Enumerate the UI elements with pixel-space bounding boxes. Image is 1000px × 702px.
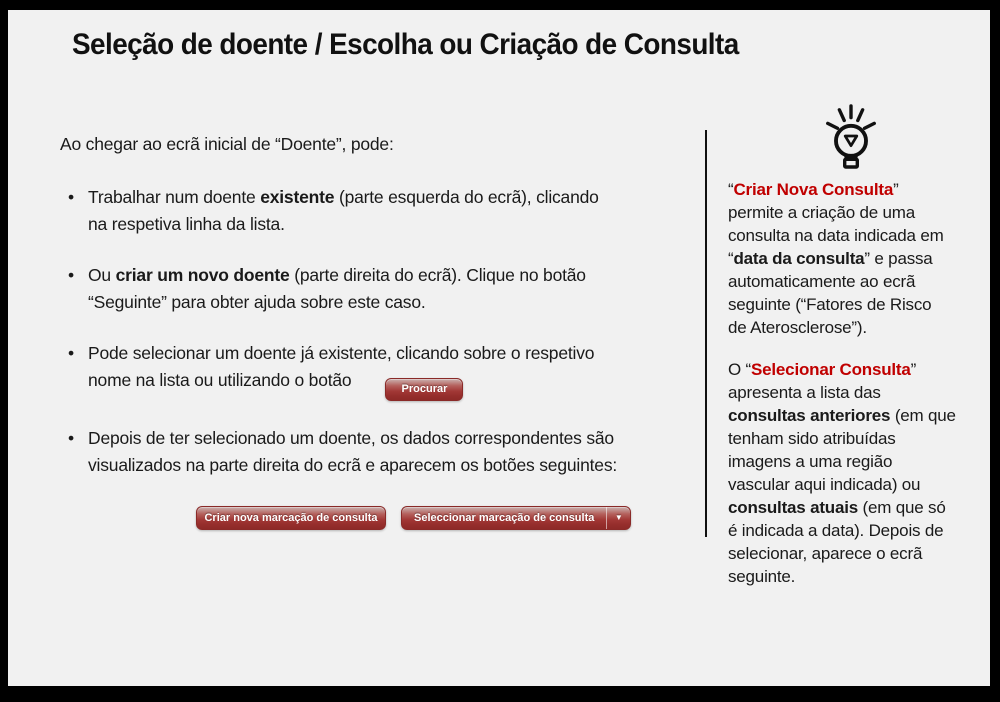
bullet-item-after-selection [60, 425, 680, 479]
bullet-line [88, 211, 680, 238]
text-segment: na respetiva linha da lista. [88, 214, 285, 234]
seleccionar-marcacao-button[interactable] [401, 506, 631, 530]
text-segment: vascular aqui indicada) ou [728, 475, 921, 494]
bullet-marker: • [68, 343, 74, 363]
sidebar-notes [728, 178, 996, 588]
dropdown-arrow-icon[interactable]: ▼ [606, 507, 630, 529]
intro-text: Ao chegar ao ecrã inicial de “Doente”, pode: [60, 134, 394, 154]
text-segment: é indicada a data). Depois de [728, 521, 944, 540]
text-segment: automaticamente ao ecrã [728, 272, 916, 291]
bullet-item-new-patient [60, 262, 680, 316]
text-segment-red: Selecionar Consulta [751, 360, 911, 379]
seleccionar-marcacao-label[interactable]: Seleccionar marcação de consulta [414, 511, 595, 524]
text-segment: “ [728, 180, 734, 199]
text-segment: consulta na data indicada em [728, 226, 944, 245]
text-segment: imagens a uma região [728, 452, 893, 471]
text-segment-red: Criar Nova Consulta [733, 180, 894, 199]
text-segment: apresenta a lista das [728, 383, 881, 402]
text-segment: de Aterosclerose”). [728, 318, 867, 337]
text-segment: tenham sido atribuídas [728, 429, 896, 448]
bullet-line [88, 425, 680, 452]
text-segment: seguinte (“Fatores de Risco [728, 295, 932, 314]
text-segment: permite a criação de uma [728, 203, 916, 222]
text-segment: O “ [728, 360, 752, 379]
text-segment: nome na lista ou utilizando o botão [88, 370, 352, 390]
text-segment: Pode selecionar um doente já existente, clicando sobre o respetivo [88, 343, 595, 363]
text-segment-bold: existente [260, 187, 335, 207]
text-segment: ” e passa [864, 249, 933, 268]
text-segment: “Seguinte” para obter ajuda sobre este caso. [88, 292, 426, 312]
bullet-line [88, 340, 680, 367]
bullet-line [88, 184, 680, 211]
text-segment-bold: data da consulta [733, 249, 865, 268]
bullet-marker: • [68, 428, 74, 448]
bullet-item-existing-patient [60, 184, 680, 238]
text-segment: seguinte. [728, 567, 796, 586]
text-segment: “ [728, 249, 734, 268]
slide-content [8, 10, 990, 686]
text-segment-bold: criar um novo doente [115, 265, 290, 285]
text-segment: (parte esquerda do ecrã), clicando [334, 187, 599, 207]
bullet-line [88, 367, 680, 401]
bullet-marker: • [68, 187, 74, 207]
text-segment: selecionar, aparece o ecrã [728, 544, 923, 563]
text-segment: visualizados na parte direita do ecrã e aparecem os botões seguintes: [88, 455, 618, 475]
bullet-line [88, 452, 680, 479]
text-segment: (em que só [858, 498, 946, 517]
bullet-line [88, 289, 680, 316]
consulta-buttons-row [196, 506, 680, 530]
text-segment: (parte direita do ecrã). Clique no botão [289, 265, 586, 285]
text-segment-bold: consultas anteriores [728, 406, 891, 425]
note-selecionar-consulta [728, 358, 996, 588]
text-segment: (em que [890, 406, 956, 425]
page-title: Seleção de doente / Escolha ou Criação de Consulta [72, 28, 739, 61]
text-segment: Depois de ter selecionado um doente, os dados correspondentes são [88, 428, 614, 448]
criar-nova-marcacao-button[interactable]: Criar nova marcação de consulta [196, 506, 386, 530]
bullet-list [60, 184, 680, 479]
bullet-marker: • [68, 265, 74, 285]
bullet-item-select-patient [60, 340, 680, 401]
note-criar-nova-consulta [728, 178, 996, 339]
procurar-button[interactable]: Procurar [385, 378, 463, 401]
text-segment-bold: consultas atuais [728, 498, 859, 517]
bullet-line [88, 262, 680, 289]
vertical-divider [705, 130, 707, 537]
main-column [60, 131, 680, 530]
text-segment: Ou [88, 265, 116, 285]
text-segment: Trabalhar num doente [88, 187, 261, 207]
text-segment: ” [893, 180, 899, 199]
lightbulb-icon [820, 100, 882, 172]
text-segment: ” [910, 360, 917, 379]
